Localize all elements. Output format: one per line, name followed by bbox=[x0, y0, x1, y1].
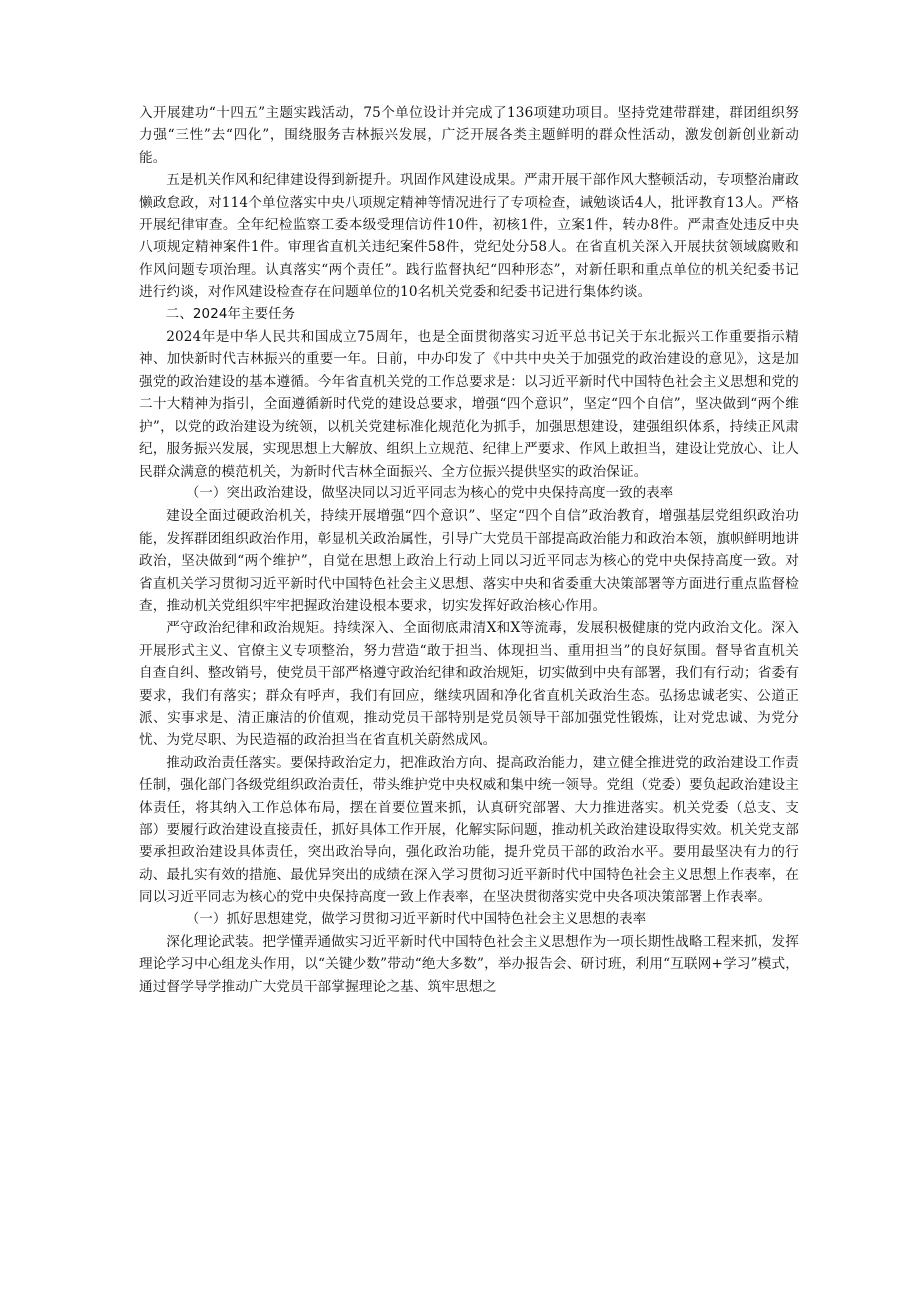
paragraph-2024-overview: 2024年是中华人民共和国成立75周年，也是全面贯彻落实习近平总书记关于东北振兴工作重要指示精神、加快新时代吉林振兴的重要一年。日前，中办印发了《中共中央关于加强党的政治建设的意见》，这是加强党的政治建设的基本遵循。今年省直机关党的工作总要求是：以习近平新时代中国特色社会主义思想和党的二十大精神为指引，全面遵循新时代党的建设总要求，增强“四个意识”，坚定“四个自信”，坚决做到“两个维护”，以党的政治建设为统领，以机关党建标准化规范化为抓手，加强思想建设，建强组织体系，持续正风肃纪，服务振兴发展，实现思想上大解放、组织上立规范、纪律上严要求、作风上敢担当，建设让党放心、让人民群众满意的模范机关，为新时代吉林全面振兴、全方位振兴提供坚实的政治保证。 bbox=[139, 329, 799, 480]
subheading-political-building: （一）突出政治建设，做坚决同以习近平同志为核心的党中央保持高度一致的表率 bbox=[185, 485, 674, 501]
document-body bbox=[139, 102, 799, 998]
paragraph-discipline-review: 五是机关作风和纪律建设得到新提升。巩固作风建设成果。严肃开展干部作风大整顿活动，专项整治庸政懒政怠政，对114个单位落实中央八项规定精神等情况进行了专项检查，诫勉谈话4人，批评教育13人。严格开展纪律审查。全年纪检监察工委本级受理信访件10件，初核1件，立案1件，转办8件。严肃查处违反中央八项规定精神案件1件。审理省直机关违纪案件58件，党纪处分58人。在省直机关深入开展扶贫领域腐败和作风问题专项治理。认真落实“两个责任”。践行监督执纪“四种形态”，对新任职和重点单位的机关纪委书记进行约谈，对作风建设检查存在问题单位的10名机关党委和纪委书记进行集体约谈。 bbox=[139, 172, 799, 301]
paragraph-political-discipline: 严守政治纪律和政治规矩。持续深入、全面彻底肃清X和X等流毒，发展积极健康的党内政治文化。深入开展形式主义、官僚主义专项整治，努力营造“敢于担当、体现担当、重用担当”的良好氛围。督导省直机关自查自纠、整改销号，使党员干部严格遵守政治纪律和政治规矩，切实做到中央有部署，我们有行动；省委有要求，我们有落实；群众有呼声，我们有回应，继续巩固和净化省直机关政治生态。弘扬忠诚老实、公道正派、实事求是、清正廉洁的价值观，推动党员干部特别是党员领导干部加强党性锻炼，让对党忠诚、为党分忧、为党尽职、为民造福的政治担当在省直机关蔚然成风。 bbox=[139, 620, 799, 749]
paragraph-theory-study: 深化理论武装。把学懂弄通做实习近平新时代中国特色社会主义思想作为一项长期性战略工程来抓，发挥理论学习中心组龙头作用，以“关键少数”带动“绝大多数”，举办报告会、研讨班，利用“互联网+学习”模式，通过督学导学推动广大党员干部掌握理论之基、筑牢思想之 bbox=[139, 934, 799, 995]
paragraph-political-agency: 建设全面过硬政治机关，持续开展增强“四个意识”、坚定“四个自信”政治教育，增强基层党组织政治功能，发挥群团组织政治作用，彰显机关政治属性，引导广大党员干部提高政治能力和政治本领，旗帜鲜明地讲政治，坚决做到“两个维护”，自觉在思想上政治上行动上同以习近平同志为核心的党中央保持高度一致。对省直机关学习贯彻习近平新时代中国特色社会主义思想、落实中央和省委重大决策部署等方面进行重点监督检查，推动机关党组织牢牢把握政治建设根本要求，切实发挥好政治核心作用。 bbox=[139, 508, 799, 614]
paragraph-continuation: 入开展建功“十四五”主题实践活动，75个单位设计并完成了136项建功项目。坚持党建带群建，群团组织努力强“三性”去“四化”，围绕服务吉林振兴发展，广泛开展各类主题鲜明的群众性活动，激发创新创业新动能。 bbox=[139, 105, 799, 166]
paragraph-political-responsibility: 推动政治责任落实。要保持政治定力，把准政治方向、提高政治能力，建立健全推进党的政治建设工作责任制，强化部门各级党组织政治责任，带头维护党中央权威和集中统一领导。党组（党委）要负起政治建设主体责任，将其纳入工作总体布局，摆在首要位置来抓，认真研究部署、大力推进落实。机关党委（总支、支部）要履行政治建设直接责任，抓好具体工作开展，化解实际问题，推动机关政治建设取得实效。机关党支部要承担政治建设具体责任，突出政治导向，强化政治功能，提升党员干部的政治水平。要用最坚决有力的行动、最扎实有效的措施、最优异突出的成绩在深入学习贯彻习近平新时代中国特色社会主义思想上作表率，在同以习近平同志为核心的党中央保持高度一致上作表率，在坚决贯彻落实党中央各项决策部署上作表率。 bbox=[139, 754, 799, 906]
subheading-ideological-building: （一）抓好思想建党，做学习贯彻习近平新时代中国特色社会主义思想的表率 bbox=[185, 911, 647, 927]
section-heading-2024-tasks: 二、2024年主要任务 bbox=[165, 306, 296, 322]
